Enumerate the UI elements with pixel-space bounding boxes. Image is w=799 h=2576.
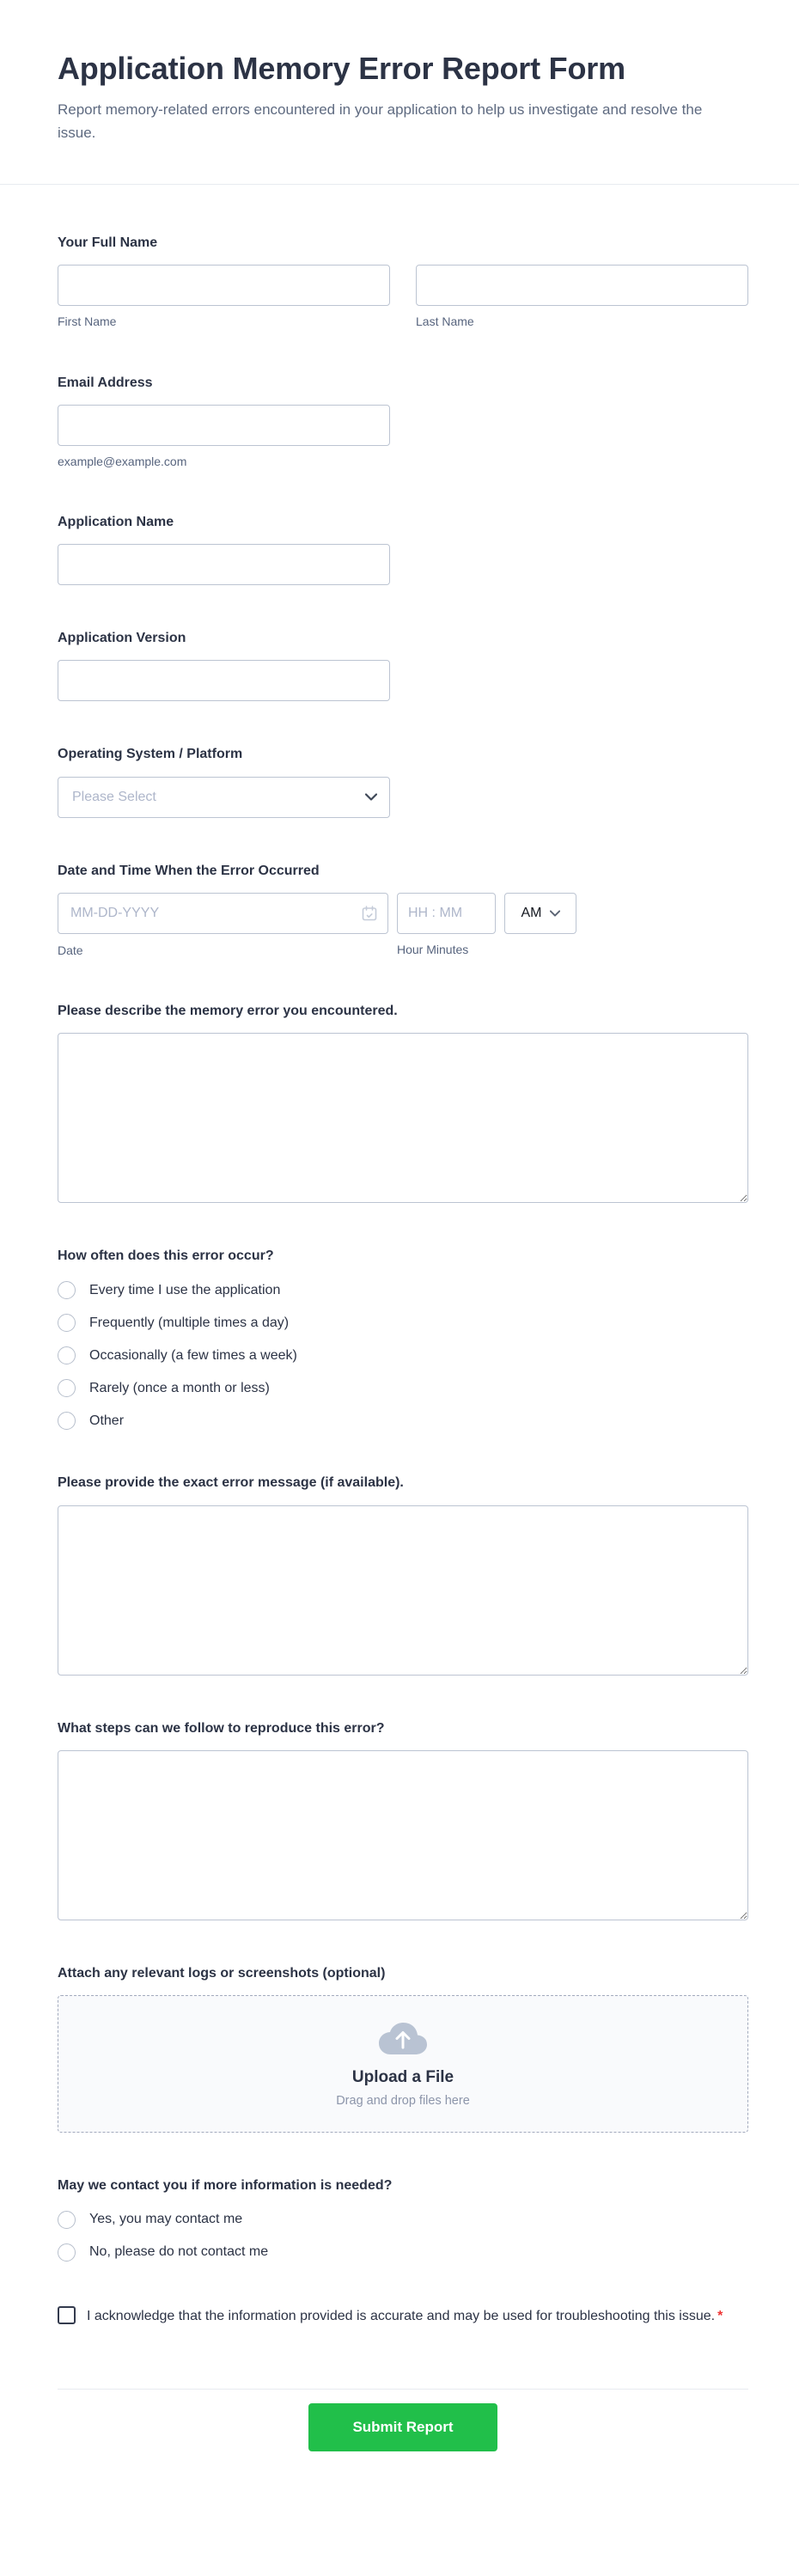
file-upload-dropzone[interactable] — [58, 1995, 748, 2133]
required-asterisk: * — [717, 2309, 723, 2324]
form-footer — [58, 2389, 748, 2495]
os-select-placeholder: Please Select — [72, 789, 156, 804]
frequency-option-row[interactable] — [58, 1346, 748, 1364]
last-name-sublabel: Last Name — [416, 314, 474, 329]
submit-button[interactable]: Submit Report — [308, 2403, 497, 2451]
frequency-option-label: Every time I use the application — [89, 1282, 281, 1297]
frequency-option-row[interactable] — [58, 1379, 748, 1397]
question-app-version — [58, 628, 748, 701]
steps-label: What steps can we follow to reproduce this error? — [58, 1720, 385, 1736]
contact-option-row[interactable] — [58, 2243, 748, 2262]
os-select[interactable] — [58, 777, 390, 818]
contact-option-row[interactable] — [58, 2211, 748, 2229]
error-message-label: Please provide the exact error message (if available). — [58, 1475, 404, 1491]
last-name-input[interactable] — [416, 265, 748, 306]
contact-option-label: Yes, you may contact me — [89, 2212, 243, 2227]
form-header — [0, 0, 799, 185]
describe-label: Please describe the memory error you encountered. — [58, 1004, 398, 1019]
frequency-option-row[interactable] — [58, 1281, 748, 1299]
steps-textarea[interactable] — [58, 1750, 748, 1920]
question-frequency — [58, 1246, 748, 1430]
first-name-sublabel: First Name — [58, 314, 117, 329]
email-field[interactable] — [58, 405, 390, 446]
question-full-name — [58, 233, 748, 329]
contact-label: May we contact you if more information is needed? — [58, 2178, 393, 2193]
frequency-option-label: Frequently (multiple times a day) — [89, 1315, 290, 1330]
radio-icon[interactable] — [58, 2211, 76, 2229]
radio-icon[interactable] — [58, 1412, 76, 1430]
time-sublabel: Hour Minutes — [397, 942, 469, 956]
date-sublabel-wrap — [397, 942, 468, 957]
app-version-input[interactable] — [58, 660, 390, 701]
question-acknowledge — [58, 2304, 748, 2329]
radio-icon[interactable] — [58, 1281, 76, 1299]
time-input[interactable] — [397, 893, 496, 934]
question-datetime — [58, 861, 748, 959]
attach-label: Attach any relevant logs or screenshots (optional) — [58, 1965, 386, 1981]
frequency-option-row[interactable] — [58, 1314, 748, 1332]
email-label: Email Address — [58, 375, 153, 390]
date-sublabel: Date — [58, 943, 83, 957]
acknowledge-checkbox[interactable] — [58, 2306, 76, 2324]
app-version-label: Application Version — [58, 631, 186, 646]
question-app-name — [58, 512, 748, 585]
form-body — [0, 185, 799, 2495]
first-name-input[interactable] — [58, 265, 390, 306]
question-email — [58, 373, 748, 469]
frequency-label: How often does this error occur? — [58, 1248, 274, 1264]
frequency-option-label: Other — [89, 1413, 125, 1428]
question-describe — [58, 1001, 748, 1203]
question-os — [58, 744, 748, 817]
date-input[interactable] — [58, 893, 388, 934]
question-steps — [58, 1718, 748, 1920]
email-sublabel: example@example.com — [58, 454, 187, 468]
question-contact — [58, 2176, 748, 2262]
datetime-label: Date and Time When the Error Occurred — [58, 863, 320, 878]
frequency-option-label: Occasionally (a few times a week) — [89, 1347, 297, 1363]
describe-textarea[interactable] — [58, 1033, 748, 1203]
page-subtitle: Report memory-related errors encountered in your application to help us investigate and resolve the issue. — [58, 101, 703, 142]
frequency-option-row[interactable] — [58, 1412, 748, 1430]
radio-icon[interactable] — [58, 1346, 76, 1364]
radio-icon[interactable] — [58, 2243, 76, 2262]
calendar-icon[interactable] — [361, 905, 378, 922]
question-error-message — [58, 1473, 748, 1675]
page-title: Application Memory Error Report Form — [58, 51, 625, 86]
app-name-label: Application Name — [58, 514, 174, 529]
upload-hint: Drag and drop files here — [336, 2094, 470, 2108]
contact-option-label: No, please do not contact me — [89, 2244, 269, 2260]
radio-icon[interactable] — [58, 1379, 76, 1397]
spacer — [58, 942, 397, 957]
frequency-option-label: Rarely (once a month or less) — [89, 1380, 270, 1395]
ampm-select[interactable] — [504, 893, 576, 934]
full-name-label: Your Full Name — [58, 235, 158, 251]
acknowledge-text: I acknowledge that the information provided is accurate and may be used for troubleshooting this issue. — [87, 2309, 716, 2324]
error-message-textarea[interactable] — [58, 1505, 748, 1676]
ampm-value: AM — [521, 905, 542, 920]
app-name-input[interactable] — [58, 544, 390, 585]
upload-cloud-icon — [376, 2020, 430, 2058]
upload-title: Upload a File — [351, 2068, 454, 2086]
os-label: Operating System / Platform — [58, 747, 243, 762]
question-attach — [58, 1963, 748, 2133]
chevron-down-icon — [365, 793, 377, 801]
chevron-down-icon — [550, 910, 560, 917]
radio-icon[interactable] — [58, 1314, 76, 1332]
